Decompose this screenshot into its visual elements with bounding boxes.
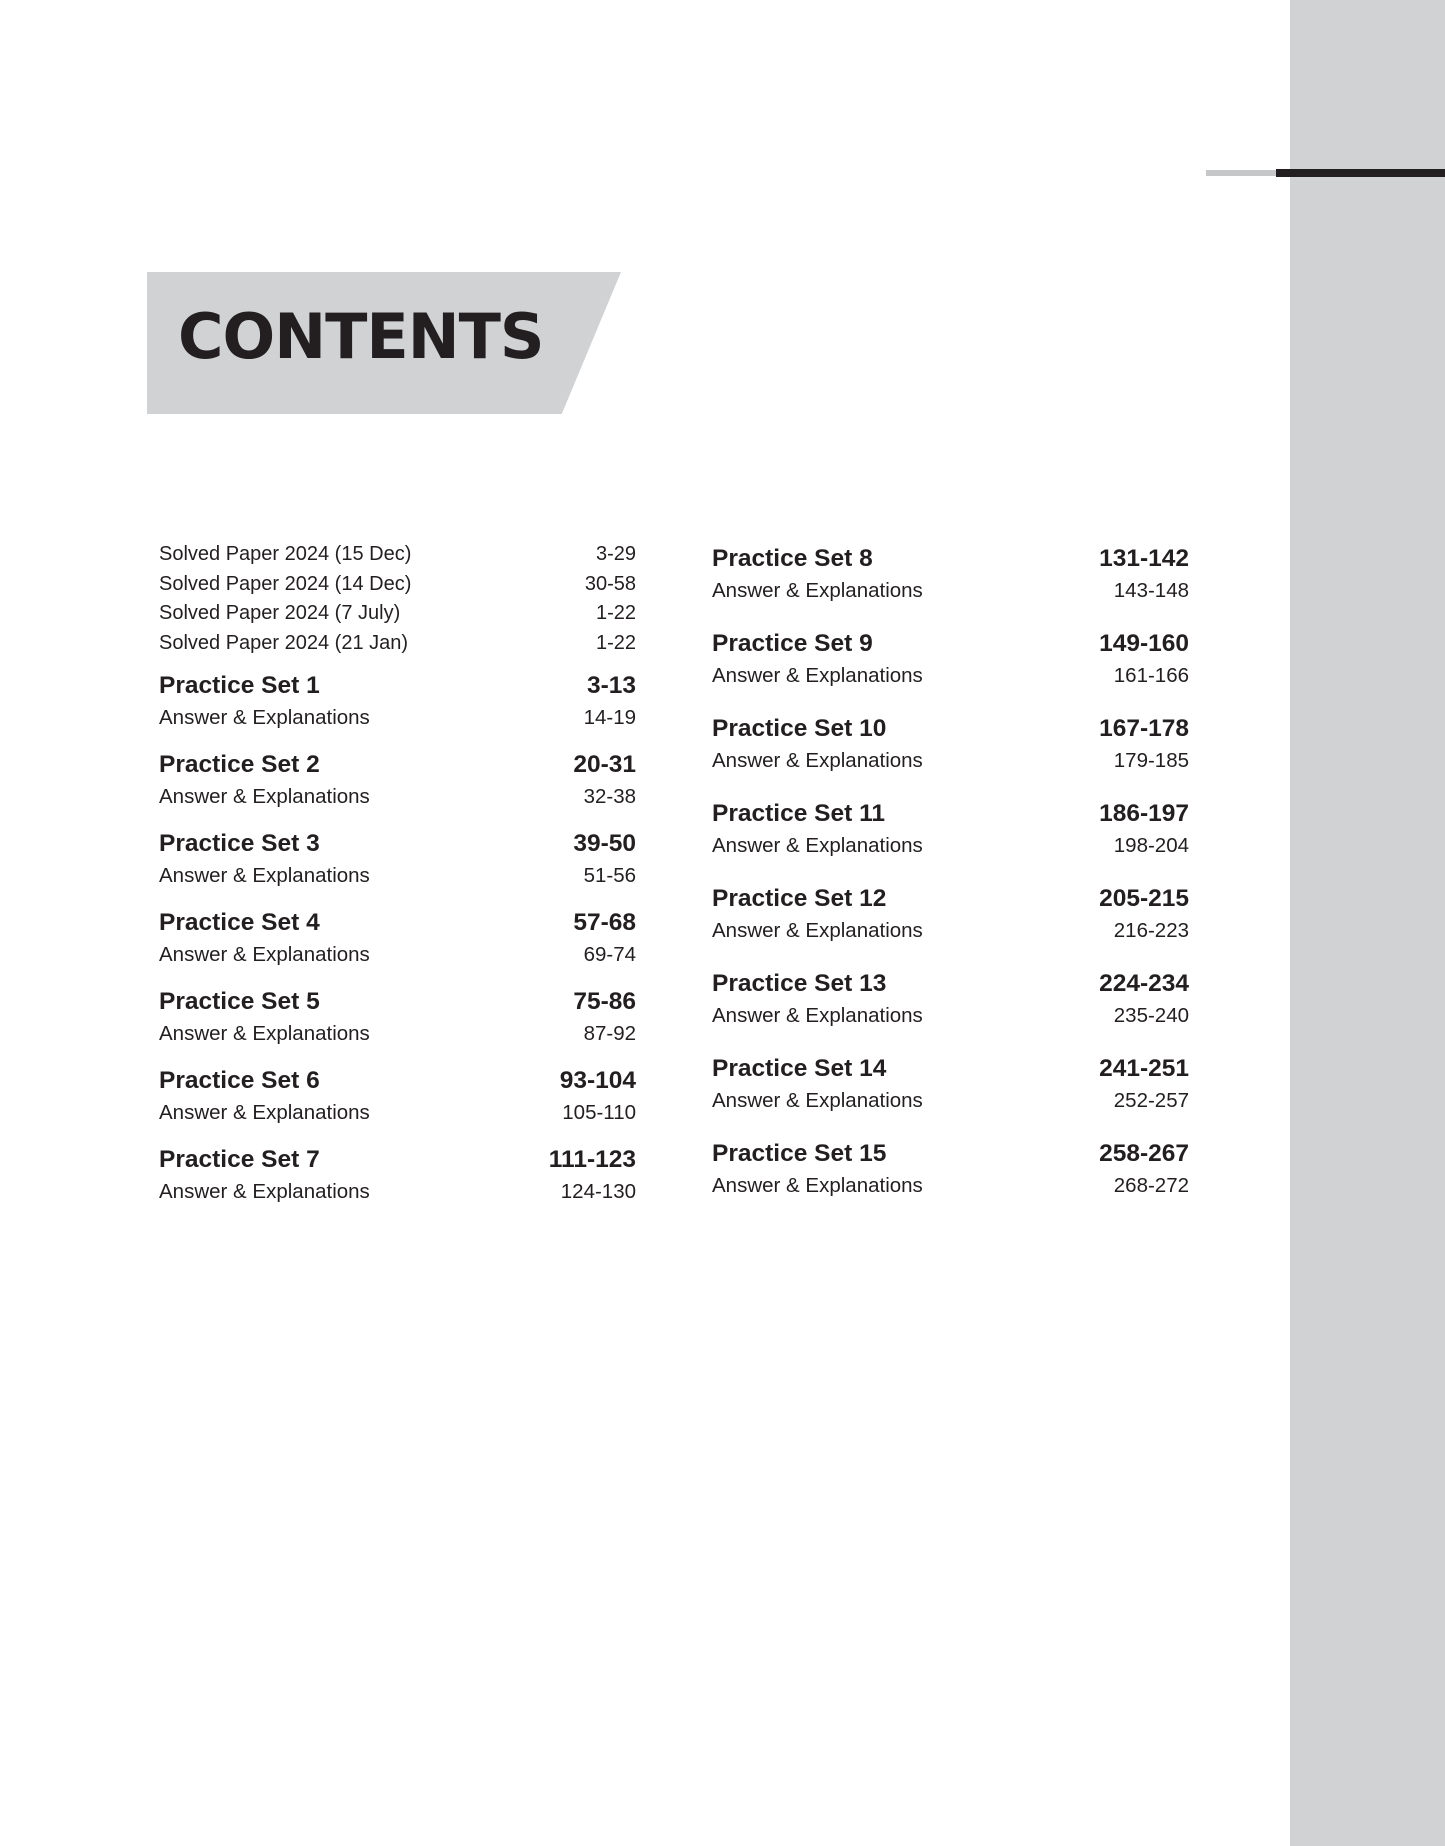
practice-set-title: Practice Set 1 bbox=[159, 672, 320, 699]
answer-pages: 124-130 bbox=[560, 1180, 636, 1203]
practice-set-pages: 224-234 bbox=[1099, 970, 1189, 997]
practice-set-pages: 93-104 bbox=[559, 1067, 636, 1094]
solved-paper-label: Solved Paper 2024 (14 Dec) bbox=[159, 572, 412, 595]
answer-label: Answer & Explanations bbox=[159, 1180, 370, 1203]
practice-set-title: Practice Set 13 bbox=[712, 970, 887, 997]
practice-set-row[interactable] bbox=[712, 797, 1189, 831]
answer-label: Answer & Explanations bbox=[712, 749, 923, 772]
practice-set-row[interactable] bbox=[159, 1143, 636, 1177]
answer-label: Answer & Explanations bbox=[712, 834, 923, 857]
practice-set-title: Practice Set 15 bbox=[712, 1140, 887, 1167]
answer-label: Answer & Explanations bbox=[159, 1022, 370, 1045]
practice-set-pages: 205-215 bbox=[1099, 885, 1189, 912]
answer-pages: 87-92 bbox=[583, 1022, 636, 1045]
practice-set-row[interactable] bbox=[712, 1137, 1189, 1171]
toc-practice-set-entry bbox=[159, 1143, 636, 1207]
practice-set-title: Practice Set 10 bbox=[712, 715, 887, 742]
practice-set-row[interactable] bbox=[159, 1064, 636, 1098]
answer-row[interactable] bbox=[712, 916, 1189, 946]
toc-right-column bbox=[712, 542, 1189, 1201]
toc-solved-paper-row[interactable] bbox=[159, 629, 636, 659]
practice-set-pages: 149-160 bbox=[1099, 630, 1189, 657]
practice-set-pages: 57-68 bbox=[573, 909, 636, 936]
toc-solved-paper-row[interactable] bbox=[159, 570, 636, 600]
answer-row[interactable] bbox=[159, 1177, 636, 1207]
toc-left-column bbox=[159, 540, 636, 1207]
solved-paper-pages: 1-22 bbox=[595, 631, 636, 654]
answer-row[interactable] bbox=[159, 703, 636, 733]
toc-practice-set-entry bbox=[712, 1052, 1189, 1116]
practice-set-title: Practice Set 9 bbox=[712, 630, 873, 657]
practice-set-pages: 3-13 bbox=[586, 672, 636, 699]
answer-row[interactable] bbox=[712, 831, 1189, 861]
solved-paper-label: Solved Paper 2024 (15 Dec) bbox=[159, 543, 412, 565]
answer-label: Answer & Explanations bbox=[712, 919, 923, 942]
practice-set-pages: 167-178 bbox=[1099, 715, 1189, 742]
practice-set-title: Practice Set 14 bbox=[712, 1055, 887, 1082]
solved-paper-label: Solved Paper 2024 (7 July) bbox=[159, 602, 401, 624]
answer-pages: 161-166 bbox=[1113, 664, 1189, 687]
page-title: CONTENTS bbox=[178, 300, 544, 373]
decorative-rule-dark bbox=[1276, 169, 1445, 177]
practice-set-row[interactable] bbox=[159, 906, 636, 940]
toc-practice-set-entry bbox=[159, 985, 636, 1049]
answer-row[interactable] bbox=[159, 1019, 636, 1049]
practice-set-row[interactable] bbox=[712, 542, 1189, 576]
practice-set-pages: 75-86 bbox=[573, 988, 636, 1015]
practice-set-row[interactable] bbox=[159, 669, 636, 703]
practice-set-row[interactable] bbox=[159, 985, 636, 1019]
answer-pages: 69-74 bbox=[583, 943, 636, 966]
toc-solved-paper-row[interactable] bbox=[159, 540, 636, 570]
practice-set-pages: 111-123 bbox=[548, 1146, 636, 1173]
practice-set-title: Practice Set 4 bbox=[159, 909, 320, 936]
practice-set-title: Practice Set 8 bbox=[712, 545, 873, 572]
answer-row[interactable] bbox=[159, 1098, 636, 1128]
practice-set-title: Practice Set 2 bbox=[159, 751, 320, 778]
practice-set-row[interactable] bbox=[159, 748, 636, 782]
toc-practice-set-entry bbox=[159, 906, 636, 970]
practice-set-row[interactable] bbox=[712, 627, 1189, 661]
answer-pages: 32-38 bbox=[583, 785, 636, 808]
practice-set-title: Practice Set 5 bbox=[159, 988, 320, 1015]
answer-pages: 143-148 bbox=[1113, 579, 1189, 602]
answer-pages: 179-185 bbox=[1113, 749, 1189, 772]
toc-practice-set-entry bbox=[712, 712, 1189, 776]
answer-pages: 235-240 bbox=[1113, 1004, 1189, 1027]
side-margin-strip bbox=[1290, 0, 1445, 1846]
solved-paper-label: Solved Paper 2024 (21 Jan) bbox=[159, 631, 409, 654]
answer-row[interactable] bbox=[712, 661, 1189, 691]
solved-paper-pages: 30-58 bbox=[584, 572, 636, 595]
answer-pages: 216-223 bbox=[1113, 919, 1189, 942]
answer-pages: 51-56 bbox=[583, 864, 636, 887]
solved-paper-pages: 3-29 bbox=[595, 543, 636, 565]
solved-paper-pages: 1-22 bbox=[595, 602, 636, 624]
answer-row[interactable] bbox=[712, 746, 1189, 776]
answer-row[interactable] bbox=[712, 1001, 1189, 1031]
answer-label: Answer & Explanations bbox=[159, 706, 370, 729]
practice-set-title: Practice Set 7 bbox=[159, 1146, 320, 1173]
toc-practice-set-entry bbox=[712, 797, 1189, 861]
practice-set-pages: 258-267 bbox=[1099, 1140, 1189, 1167]
practice-set-pages: 241-251 bbox=[1099, 1055, 1189, 1082]
answer-label: Answer & Explanations bbox=[159, 864, 370, 887]
answer-label: Answer & Explanations bbox=[712, 1089, 923, 1112]
decorative-rule-light bbox=[1206, 170, 1276, 176]
answer-label: Answer & Explanations bbox=[712, 1174, 923, 1197]
answer-pages: 105-110 bbox=[562, 1101, 636, 1124]
toc-practice-set-entry bbox=[159, 827, 636, 891]
practice-set-row[interactable] bbox=[712, 882, 1189, 916]
answer-label: Answer & Explanations bbox=[712, 664, 923, 687]
practice-set-title: Practice Set 3 bbox=[159, 830, 320, 857]
answer-row[interactable] bbox=[712, 1171, 1189, 1201]
toc-practice-set-entry bbox=[712, 882, 1189, 946]
practice-set-pages: 20-31 bbox=[573, 751, 636, 778]
toc-practice-set-entry bbox=[712, 967, 1189, 1031]
practice-set-pages: 39-50 bbox=[573, 830, 636, 857]
answer-row[interactable] bbox=[159, 861, 636, 891]
answer-pages: 252-257 bbox=[1113, 1089, 1189, 1112]
practice-set-row[interactable] bbox=[159, 827, 636, 861]
toc-practice-set-entry bbox=[159, 1064, 636, 1128]
answer-row[interactable] bbox=[159, 782, 636, 812]
answer-label: Answer & Explanations bbox=[159, 1101, 370, 1124]
answer-label: Answer & Explanations bbox=[712, 1004, 923, 1027]
toc-practice-set-entry bbox=[159, 669, 636, 733]
answer-row[interactable] bbox=[712, 576, 1189, 606]
practice-set-row[interactable] bbox=[712, 967, 1189, 1001]
answer-row[interactable] bbox=[159, 940, 636, 970]
practice-set-pages: 186-197 bbox=[1099, 800, 1189, 827]
toc-practice-set-entry bbox=[712, 542, 1189, 606]
practice-set-row[interactable] bbox=[712, 712, 1189, 746]
answer-row[interactable] bbox=[712, 1086, 1189, 1116]
toc-solved-paper-row[interactable] bbox=[159, 599, 636, 629]
answer-label: Answer & Explanations bbox=[159, 785, 370, 808]
practice-set-title: Practice Set 12 bbox=[712, 885, 887, 912]
toc-practice-set-entry bbox=[712, 1137, 1189, 1201]
answer-label: Answer & Explanations bbox=[712, 579, 923, 602]
toc-practice-set-entry bbox=[712, 627, 1189, 691]
answer-pages: 268-272 bbox=[1113, 1174, 1189, 1197]
practice-set-row[interactable] bbox=[712, 1052, 1189, 1086]
practice-set-title: Practice Set 6 bbox=[159, 1067, 320, 1094]
answer-pages: 14-19 bbox=[583, 706, 636, 729]
answer-pages: 198-204 bbox=[1113, 834, 1189, 857]
practice-set-title: Practice Set 11 bbox=[712, 800, 885, 827]
answer-label: Answer & Explanations bbox=[159, 943, 370, 966]
toc-practice-set-entry bbox=[159, 748, 636, 812]
practice-set-pages: 131-142 bbox=[1099, 545, 1189, 572]
